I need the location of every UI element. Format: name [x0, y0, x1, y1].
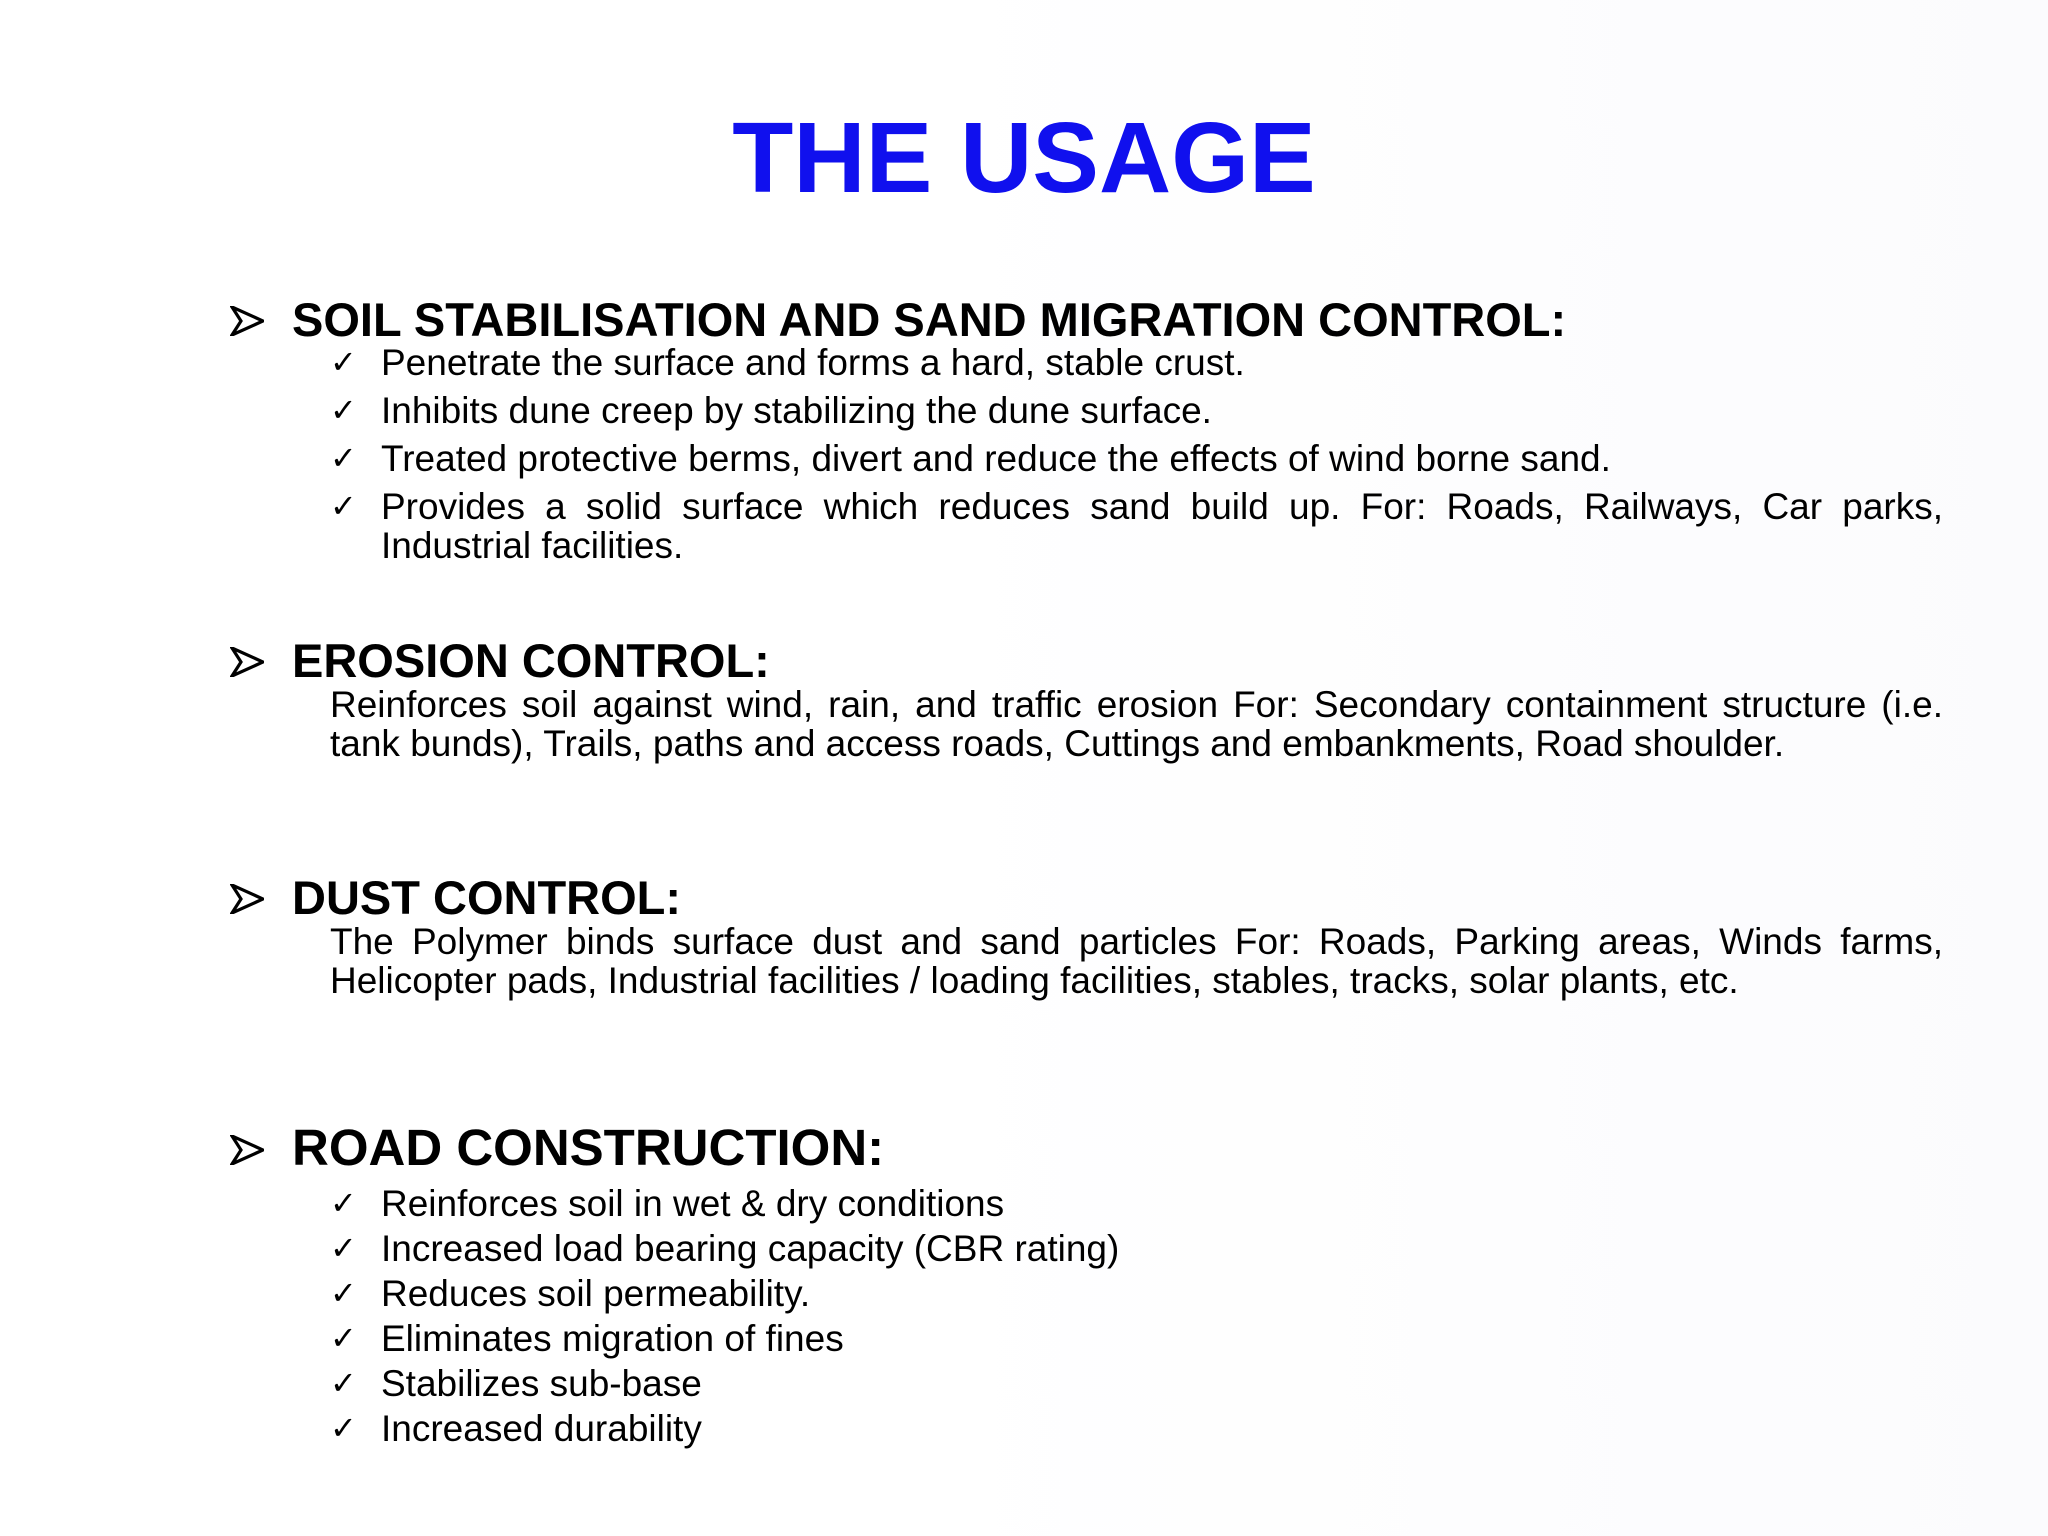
arrowhead-bullet-icon — [230, 884, 264, 914]
list-item: ✓ Reduces soil permeability. — [330, 1273, 811, 1314]
section-heading — [230, 1118, 1943, 1178]
checkmark-icon: ✓ — [330, 1229, 357, 1267]
list-item: ✓ Eliminates migration of fines — [330, 1318, 844, 1359]
checklist — [330, 343, 1943, 565]
arrowhead-bullet-icon — [230, 1135, 264, 1165]
section-dust-control — [230, 870, 1943, 1000]
list-item: ✓ Penetrate the surface and forms a hard, stable crust. — [330, 342, 1245, 383]
list-item: ✓ Increased load bearing capacity (CBR rating) — [330, 1228, 1120, 1269]
list-item: ✓ Treated protective berms, divert and reduce the effects of wind borne sand. — [330, 438, 1611, 479]
checkmark-icon: ✓ — [330, 487, 357, 525]
section-heading — [230, 292, 1943, 348]
list-item: ✓ Inhibits dune creep by stabilizing the dune surface. — [330, 390, 1212, 431]
section-heading-label: ROAD CONSTRUCTION: — [292, 1119, 885, 1176]
checkmark-icon: ✓ — [330, 439, 357, 477]
list-item: ✓ Reinforces soil in wet & dry conditions — [330, 1183, 1005, 1224]
arrowhead-bullet-icon — [230, 647, 264, 677]
checkmark-icon: ✓ — [330, 1184, 357, 1222]
section-heading-label: DUST CONTROL: — [292, 871, 682, 924]
section-road-construction — [230, 1118, 1943, 1451]
section-erosion-control — [230, 633, 1943, 763]
list-item: ✓ Provides a solid surface which reduces sand build up. For: Roads, Railways, Car parks, Industrial facilities. — [330, 486, 1943, 566]
checkmark-icon: ✓ — [330, 391, 357, 429]
slide-title: THE USAGE — [732, 102, 1316, 214]
checkmark-icon: ✓ — [330, 1274, 357, 1312]
list-item: ✓ Stabilizes sub-base — [330, 1363, 702, 1404]
checkmark-icon: ✓ — [330, 1364, 357, 1402]
section-heading — [230, 633, 1943, 689]
section-heading-label: EROSION CONTROL: — [292, 634, 770, 687]
checkmark-icon: ✓ — [330, 343, 357, 381]
section-description: The Polymer binds surface dust and sand particles For: Roads, Parking areas, Winds farms, Helicopter pads, Industrial facilities / loading facilities, stables, tracks, solar plants, etc. — [330, 921, 1943, 1001]
section-description: Reinforces soil against wind, rain, and traffic erosion For: Secondary containment structure (i.e. tank bunds), Trails, paths and access roads, Cuttings and embankments, Road shoulder. — [330, 684, 1943, 764]
checklist — [330, 1181, 1943, 1451]
section-heading — [230, 870, 1943, 926]
checkmark-icon: ✓ — [330, 1319, 357, 1357]
list-item: ✓ Increased durability — [330, 1408, 702, 1449]
arrowhead-bullet-icon — [230, 306, 264, 336]
section-soil-stabilisation — [230, 292, 1943, 565]
checkmark-icon: ✓ — [330, 1409, 357, 1447]
section-heading-label: SOIL STABILISATION AND SAND MIGRATION CONTROL: — [292, 293, 1567, 346]
